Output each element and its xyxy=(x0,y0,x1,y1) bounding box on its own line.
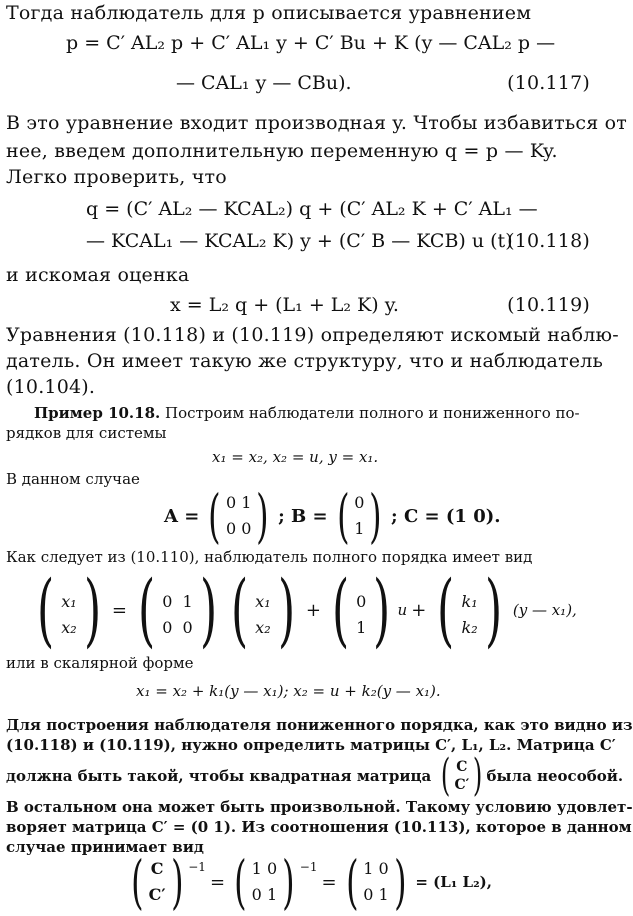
text-line: В остальном она может быть произвольной. Такому условию удовлет- xyxy=(6,798,633,816)
equation-10-118-line2: — KCAL₁ — KCAL₂ K) y + (C′ B — KCB) u (t) xyxy=(86,230,513,252)
matrix-c-label: ; C = (1 0). xyxy=(391,505,501,527)
matrix-10-01: 1 0 0 1 xyxy=(251,859,278,904)
text-line: В это уравнение входит производная y. Чтобы избавиться от xyxy=(6,112,627,134)
example-label: Пример 10.18. xyxy=(34,404,161,422)
system-equation: x₁ = x₂, x₂ = u, y = x₁. xyxy=(212,448,379,466)
text-line: Легко проверить, что xyxy=(6,166,227,188)
equation-10-119: x = L₂ q + (L₁ + L₂ K) y. xyxy=(170,294,399,316)
system-matrices xyxy=(160,482,505,550)
example-text: Построим наблюдатели полного и пониженного по- xyxy=(160,404,580,422)
matrix-a-label: A = xyxy=(164,505,200,527)
text-line: должна быть такой, чтобы квадратная матрица ( C C′ ) была неособой. xyxy=(6,750,624,801)
right-paren: ) xyxy=(369,482,382,550)
left-paren: ( xyxy=(336,482,350,550)
equation-10-117-line2: — CAL₁ y — CBu). xyxy=(176,72,352,94)
matrix-b: 0 1 xyxy=(354,493,365,538)
text-line: В данном случае xyxy=(6,470,140,488)
text-line: Тогда наблюдатель для p описывается уравнением xyxy=(6,2,532,24)
text-line: Уравнения (10.118) и (10.119) определяют искомый наблю- xyxy=(6,324,619,346)
matrix-a: 0 1 0 0 xyxy=(162,592,193,637)
matrix-b-label: ; B = xyxy=(278,505,328,527)
matrix-c-cprime: C C′ xyxy=(454,759,470,793)
observer-matrix-equation: ( x₁ x₂ ) = ( 0 1 0 0 ) ( x₁ x₂ ) + ( 0 1 ) u + ( k₁ k₂ ) (y — x₁), xyxy=(37,563,577,656)
gain-vector: k₁ k₂ xyxy=(461,592,478,637)
text-line: (10.118) и (10.119), нужно определить матрицы C′, L₁, L₂. Матрица C′ xyxy=(6,736,616,754)
text-line: и искомая оценка xyxy=(6,264,190,286)
left-paren: ( xyxy=(208,482,221,550)
matrix-c-cprime: C C′ xyxy=(148,859,166,904)
text-line: нее, введем дополнительную переменную q = p — Ky. xyxy=(6,140,558,162)
matrix-b: 0 1 xyxy=(356,592,367,637)
matrix-a: 0 1 0 0 xyxy=(225,493,252,538)
right-paren: ) xyxy=(256,482,269,550)
state-estimate-vector: x₁ x₂ xyxy=(255,592,271,637)
matrix-10-01: 1 0 0 1 xyxy=(363,859,389,904)
text-line: или в скалярной форме xyxy=(6,654,194,672)
equation-number: (10.119) xyxy=(507,294,590,316)
text-line: случае принимает вид xyxy=(6,838,204,856)
equation-10-117-line1: p = C′ AL₂ p + C′ AL₁ y + C′ Bu + K (y — CAL₂ p — xyxy=(66,32,556,54)
text-line: датель. Он имеет такую же структуру, что и наблюдатель xyxy=(6,350,604,372)
scalar-observer-equation: x₁ = x₂ + k₁(y — x₁); x₂ = u + k₂(y — x₁). xyxy=(136,682,441,700)
example-heading-line xyxy=(34,404,594,422)
text-line: Для построения наблюдателя пониженного порядка, как это видно из xyxy=(6,716,633,734)
text-line: Как следует из (10.110), наблюдатель полного порядка имеет вид xyxy=(6,548,533,566)
equation-number: (10.118) xyxy=(507,230,590,252)
equation-10-118-line1: q = (C′ AL₂ — KCAL₂) q + (C′ AL₂ K + C′ AL₁ — xyxy=(86,198,538,220)
state-vector-derivative: x₁ x₂ xyxy=(61,592,77,637)
equation-number: (10.117) xyxy=(507,72,590,94)
inverse-matrix-equation: ( C C′ ) $^{-1}$ = ( 1 0 0 1 ) $^{-1}$ = ( 1 0 0 1 ) = (L₁ L₂), xyxy=(131,848,492,916)
text-line: (10.104). xyxy=(6,376,96,398)
text-line: воряет матрица C′ = (0 1). Из соотношения (10.113), которое в данном xyxy=(6,818,632,836)
text-line: рядков для системы xyxy=(6,424,167,442)
